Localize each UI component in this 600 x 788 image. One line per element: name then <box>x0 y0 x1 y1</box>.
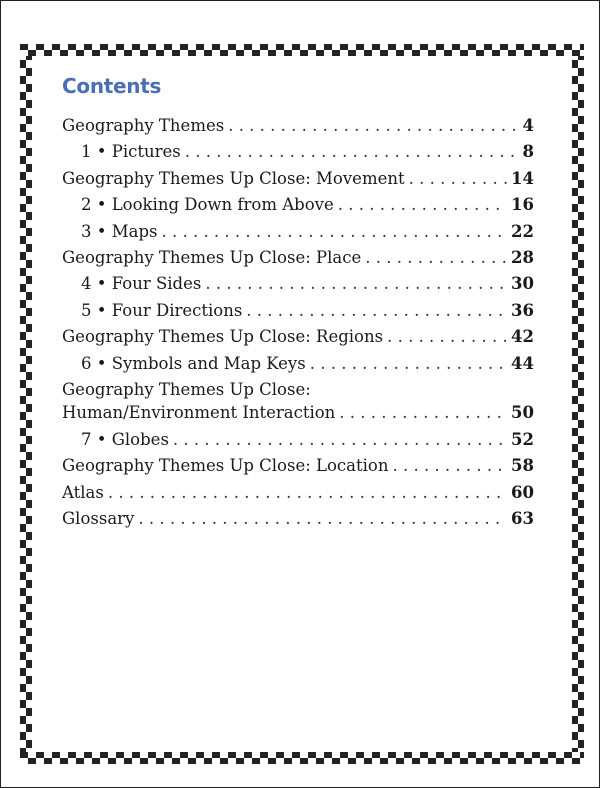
toc-entry-location[interactable] <box>62 453 534 479</box>
toc-entry-looking-down[interactable] <box>62 192 534 218</box>
toc-entry-page: 4 <box>522 116 534 135</box>
toc-entry-label: 2 • Looking Down from Above <box>81 195 334 215</box>
dot-leader <box>409 166 507 192</box>
dot-leader <box>392 453 507 479</box>
dot-leader <box>338 192 507 218</box>
toc-entry-page: 16 <box>511 195 534 215</box>
toc-entry-label: 7 • Globes <box>81 430 169 450</box>
dot-leader <box>161 219 507 245</box>
toc-entry-page: 63 <box>511 509 534 529</box>
dot-leader <box>185 139 519 165</box>
toc-entry-label: 1 • Pictures <box>81 142 181 162</box>
toc-entry-page: 22 <box>511 221 534 241</box>
toc-entry-page: 36 <box>511 300 534 320</box>
toc-entry-glossary[interactable] <box>62 506 534 532</box>
dot-leader <box>387 324 507 350</box>
toc-entry-four-directions[interactable] <box>62 298 534 324</box>
dot-leader <box>108 480 507 506</box>
toc-entry-label: Geography Themes Up Close: Movement <box>62 168 405 188</box>
toc-entry-movement[interactable] <box>62 166 534 192</box>
toc-entry-page: 28 <box>511 248 534 268</box>
toc-entry-page: 42 <box>511 327 534 347</box>
dot-leader <box>138 506 507 532</box>
toc-entry-maps[interactable] <box>62 219 534 245</box>
contents-title: Contents <box>62 74 162 98</box>
toc-entry-label: Geography Themes Up Close: Place <box>62 248 362 268</box>
dot-leader <box>173 427 507 453</box>
toc-entry-globes[interactable] <box>62 427 534 453</box>
toc-entry-geography-themes[interactable] <box>62 113 534 139</box>
toc-entry-label: 5 • Four Directions <box>81 300 243 320</box>
toc-entry-label: 6 • Symbols and Map Keys <box>81 353 306 373</box>
toc-entry-page: 14 <box>511 168 534 188</box>
toc-entry-four-sides[interactable] <box>62 271 534 297</box>
toc-entry-page: 30 <box>511 274 534 294</box>
toc-entry-page: 50 <box>511 403 534 423</box>
toc-entry-human-environment-line1[interactable] <box>62 379 534 401</box>
toc-entry-regions[interactable] <box>62 324 534 350</box>
toc-entry-label: Geography Themes <box>62 116 225 135</box>
toc-entry-label: Human/Environment Interaction <box>62 403 336 423</box>
dot-leader <box>205 271 507 297</box>
toc-entry-page: 60 <box>511 482 534 502</box>
table-of-contents <box>62 113 534 533</box>
toc-entry-page: 8 <box>522 142 534 162</box>
toc-entry-symbols-map-keys[interactable] <box>62 351 534 377</box>
toc-entry-human-environment[interactable] <box>62 401 534 425</box>
toc-entry-label: Geography Themes Up Close: Regions <box>62 327 384 347</box>
dot-leader <box>339 401 507 425</box>
toc-entry-pictures[interactable] <box>62 139 534 165</box>
toc-entry-label: Atlas <box>62 482 104 502</box>
toc-entry-label: Geography Themes Up Close: <box>62 380 311 400</box>
toc-entry-page: 58 <box>511 456 534 476</box>
toc-entry-label: Glossary <box>62 509 135 529</box>
toc-entry-atlas[interactable] <box>62 480 534 506</box>
dot-leader <box>228 113 518 139</box>
toc-entry-page: 52 <box>511 430 534 450</box>
dot-leader <box>246 298 507 324</box>
toc-entry-label: Geography Themes Up Close: Location <box>62 456 389 476</box>
toc-entry-place[interactable] <box>62 245 534 271</box>
dot-leader <box>365 245 507 271</box>
dot-leader <box>310 351 507 377</box>
toc-entry-label: 3 • Maps <box>81 221 158 241</box>
toc-entry-label: 4 • Four Sides <box>81 274 202 294</box>
toc-entry-page: 44 <box>511 353 534 373</box>
